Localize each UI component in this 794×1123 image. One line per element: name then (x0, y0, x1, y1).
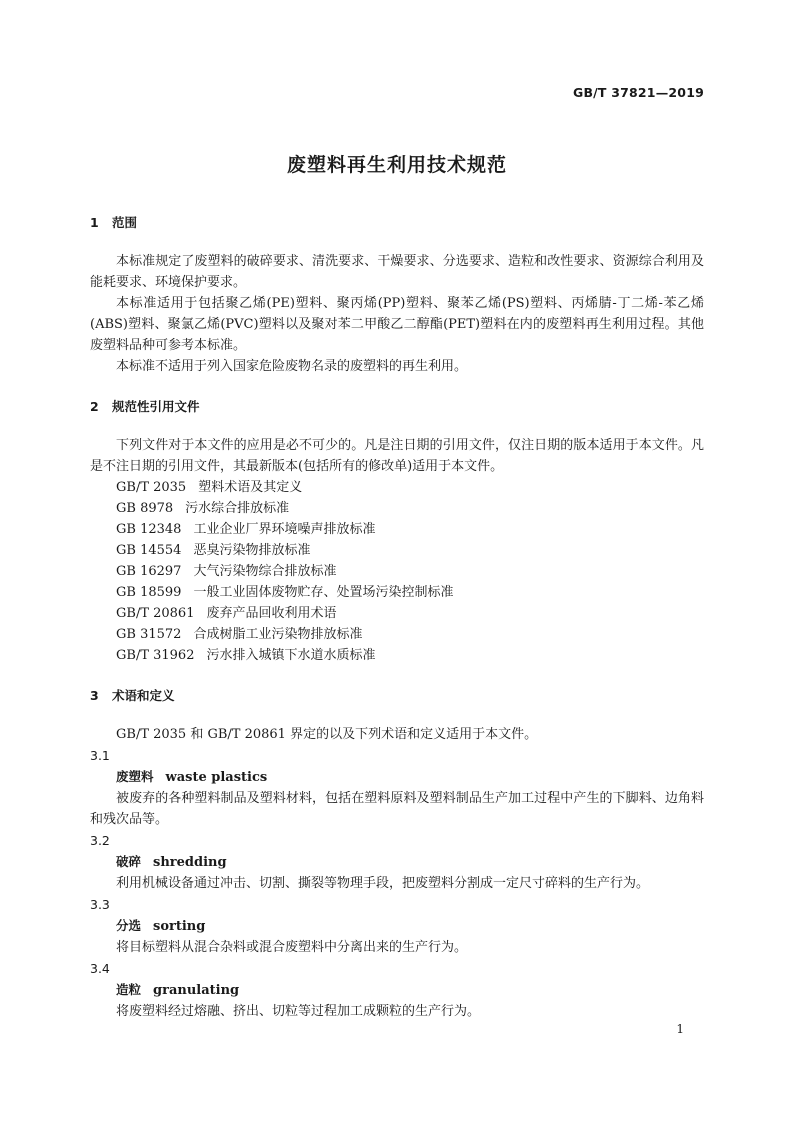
term-definition: 利用机械设备通过冲击、切割、撕裂等物理手段，把废塑料分割成一定尺寸碎料的生产行为。 (116, 876, 650, 891)
reference-item (90, 582, 704, 603)
paragraph: 本标准适用于包括聚乙烯(PE)塑料、聚丙烯(PP)塑料、聚苯乙烯(PS)塑料、丙烯腈-丁二烯-苯乙烯(ABS)塑料、聚氯乙烯(PVC)塑料以及聚对苯二甲酸乙二醇酯(PET)塑料在内的废塑料再生利用过程。其他废塑料品种可参考本标准。 (90, 296, 704, 353)
reference-item (90, 645, 704, 666)
section-number: 1 (90, 215, 99, 230)
term-definition: 将目标塑料从混合杂料或混合废塑料中分离出来的生产行为。 (116, 940, 468, 955)
term-zh: 分选 (116, 918, 142, 933)
term-name (90, 979, 704, 1001)
term-en: shredding (153, 855, 227, 870)
standard-code: GB/T 37821—2019 (572, 85, 704, 100)
reference-name: 大气污染物综合排放标准 (193, 564, 337, 579)
paragraph: GB/T 2035 和 GB/T 20861 界定的以及下列术语和定义适用于本文件。 (116, 727, 538, 742)
reference-code: GB 31572 (116, 627, 182, 642)
term-number: 3.2 (90, 833, 110, 848)
section-heading-scope (90, 212, 704, 233)
reference-name: 一般工业固体废物贮存、处置场污染控制标准 (193, 585, 454, 600)
page-title: 废塑料再生利用技术规范 (286, 154, 507, 176)
reference-item (90, 477, 704, 498)
section-heading-normative-references (90, 396, 704, 417)
term-en: waste plastics (165, 770, 268, 785)
paragraph: 本标准规定了废塑料的破碎要求、清洗要求、干燥要求、分选要求、造粒和改性要求、资源综合利用及能耗要求、环境保护要求。 (90, 254, 704, 290)
term-zh: 废塑料 (116, 769, 154, 784)
term-zh: 造粒 (116, 982, 142, 997)
section-heading-terms-definitions (90, 685, 704, 706)
term-name (90, 915, 704, 937)
reference-name: 塑料术语及其定义 (198, 480, 303, 495)
reference-item (90, 603, 704, 624)
reference-name: 废弃产品回收利用术语 (206, 606, 337, 621)
paragraph: 本标准不适用于列入国家危险废物名录的废塑料的再生利用。 (116, 359, 468, 374)
section-title: 术语和定义 (112, 688, 175, 703)
term-zh: 破碎 (116, 854, 142, 869)
reference-code: GB/T 2035 (116, 480, 187, 495)
term-name (90, 851, 704, 873)
reference-code: GB 18599 (116, 585, 182, 600)
section-number: 2 (90, 399, 99, 414)
reference-name: 恶臭污染物排放标准 (193, 543, 311, 558)
reference-item (90, 519, 704, 540)
reference-name: 污水综合排放标准 (185, 501, 290, 516)
reference-name: 污水排入城镇下水道水质标准 (206, 648, 376, 663)
section-number: 3 (90, 688, 99, 703)
reference-name: 工业企业厂界环境噪声排放标准 (193, 522, 376, 537)
page-number: 1 (676, 1022, 684, 1036)
section-title: 范围 (112, 215, 138, 230)
reference-list (90, 477, 704, 666)
reference-item (90, 624, 704, 645)
term-number: 3.3 (90, 897, 110, 912)
reference-code: GB/T 20861 (116, 606, 195, 621)
reference-name: 合成树脂工业污染物排放标准 (193, 627, 363, 642)
term-number: 3.4 (90, 961, 110, 976)
document-body (90, 212, 704, 1022)
section-title: 规范性引用文件 (112, 399, 200, 414)
reference-code: GB 12348 (116, 522, 182, 537)
term-definition: 被废弃的各种塑料制品及塑料材料，包括在塑料原料及塑料制品生产加工过程中产生的下脚料、边角料和残次品等。 (90, 791, 704, 827)
paragraph: 下列文件对于本文件的应用是必不可少的。凡是注日期的引用文件，仅注日期的版本适用于本文件。凡是不注日期的引用文件，其最新版本(包括所有的修改单)适用于本文件。 (90, 438, 704, 474)
reference-item (90, 498, 704, 519)
reference-item (90, 540, 704, 561)
term-en: granulating (153, 983, 240, 998)
term-name (90, 766, 704, 788)
term-definition: 将废塑料经过熔融、挤出、切粒等过程加工成颗粒的生产行为。 (116, 1004, 481, 1019)
reference-code: GB 8978 (116, 501, 174, 516)
reference-code: GB 16297 (116, 564, 182, 579)
reference-code: GB/T 31962 (116, 648, 195, 663)
term-number: 3.1 (90, 748, 110, 763)
reference-item (90, 561, 704, 582)
reference-code: GB 14554 (116, 543, 182, 558)
term-en: sorting (153, 919, 206, 934)
